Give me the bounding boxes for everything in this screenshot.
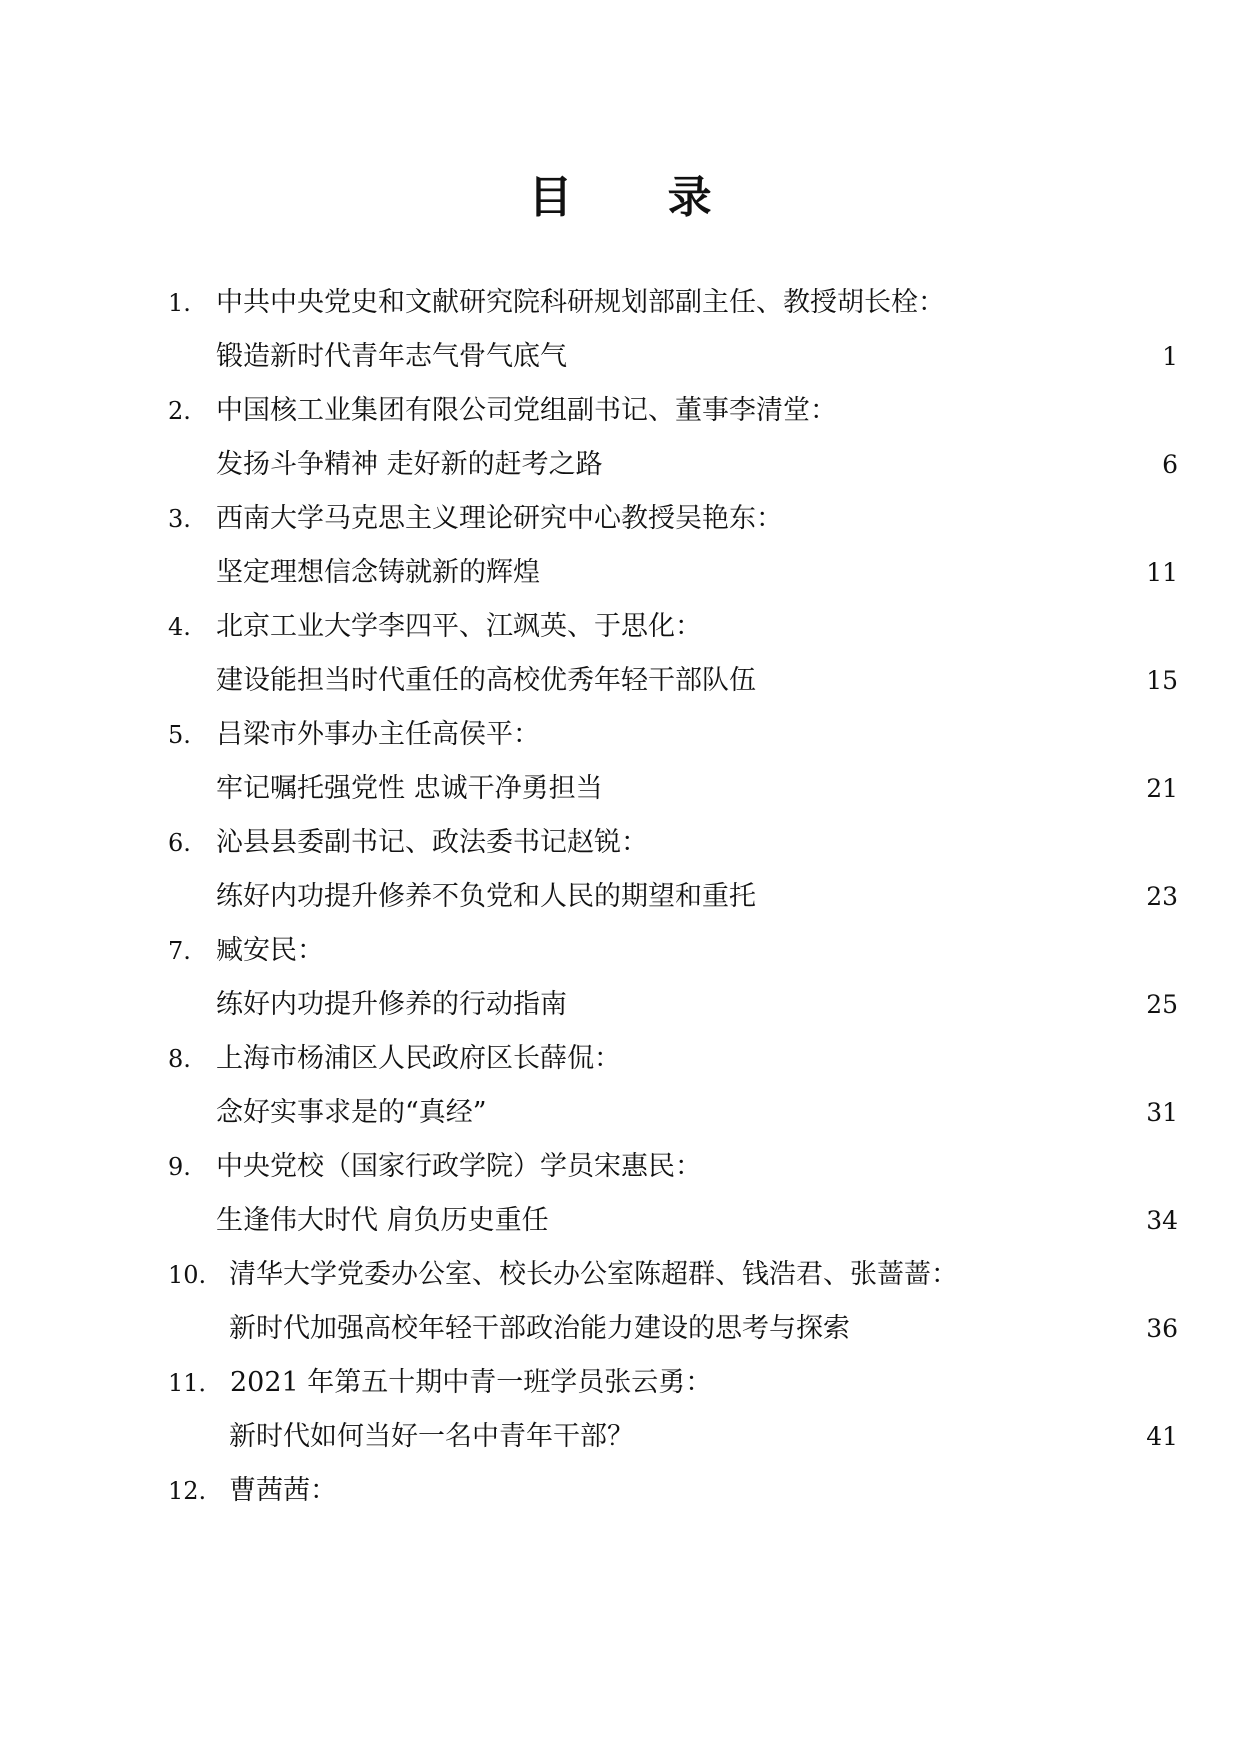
toc-entry-page: 6 xyxy=(1162,450,1178,479)
toc-entry-number: 1. xyxy=(168,289,191,317)
toc-entry-page: 31 xyxy=(1146,1098,1178,1127)
toc-author-line xyxy=(168,1356,1178,1410)
toc-entry-number: 12. xyxy=(168,1477,207,1505)
toc-entry-number: 5. xyxy=(168,721,191,749)
toc-author-line xyxy=(168,600,1178,654)
page-title: 目 录 xyxy=(528,172,752,223)
toc-entry-number: 2. xyxy=(168,397,191,425)
toc-entry-author: 2021 年第五十期中青一班学员张云勇： xyxy=(230,1367,713,1398)
toc-entry-page: 36 xyxy=(1146,1314,1178,1343)
toc-entry-author: 吕梁市外事办主任高侯平： xyxy=(216,719,540,750)
toc-article-line xyxy=(168,1086,1178,1140)
toc-article-line xyxy=(168,978,1178,1032)
toc-entry-number: 9. xyxy=(168,1153,191,1181)
toc-entry-article: 锻造新时代青年志气骨气底气 xyxy=(216,341,567,372)
toc-entry-article: 坚定理想信念铸就新的辉煌 xyxy=(216,557,540,588)
toc-entry-article: 生逢伟大时代 肩负历史重任 xyxy=(216,1205,549,1236)
toc-entry-article: 新时代加强高校年轻干部政治能力建设的思考与探索 xyxy=(229,1313,850,1344)
toc-author-line xyxy=(168,924,1178,978)
toc-article-line xyxy=(168,654,1178,708)
toc-entry-page: 23 xyxy=(1146,882,1178,911)
toc-article-line xyxy=(168,1194,1178,1248)
toc-entry-article: 发扬斗争精神 走好新的赶考之路 xyxy=(216,449,603,480)
toc-entry xyxy=(168,1140,1178,1248)
toc-article-line xyxy=(168,1302,1178,1356)
toc-entry-number: 3. xyxy=(168,505,191,533)
toc-entry-author: 中国核工业集团有限公司党组副书记、董事李清堂： xyxy=(216,395,837,426)
toc-article-line xyxy=(168,546,1178,600)
toc-entry-article: 练好内功提升修养的行动指南 xyxy=(216,989,567,1020)
toc-entry-page: 34 xyxy=(1146,1206,1178,1235)
toc-entry-page: 15 xyxy=(1146,666,1178,695)
toc-entry-number: 6. xyxy=(168,829,191,857)
toc-entry xyxy=(168,924,1178,1032)
table-of-contents xyxy=(168,276,1178,1518)
toc-entry xyxy=(168,1032,1178,1140)
toc-entry-author: 中央党校（国家行政学院）学员宋惠民： xyxy=(216,1151,702,1182)
toc-entry-number: 10. xyxy=(168,1261,207,1289)
toc-entry xyxy=(168,1464,1178,1518)
toc-author-line xyxy=(168,1140,1178,1194)
toc-entry xyxy=(168,816,1178,924)
toc-entry-number: 4. xyxy=(168,613,191,641)
toc-entry xyxy=(168,1248,1178,1356)
toc-author-line xyxy=(168,1248,1178,1302)
toc-entry-page: 11 xyxy=(1146,558,1178,587)
toc-author-line xyxy=(168,708,1178,762)
toc-entry-page: 41 xyxy=(1146,1422,1178,1451)
toc-author-line xyxy=(168,492,1178,546)
toc-author-line xyxy=(168,1464,1178,1518)
toc-author-line xyxy=(168,384,1178,438)
toc-entry-article: 练好内功提升修养不负党和人民的期望和重托 xyxy=(216,881,756,912)
toc-entry-author: 北京工业大学李四平、江飒英、于思化： xyxy=(216,611,702,642)
toc-entry-page: 21 xyxy=(1146,774,1178,803)
toc-entry-number: 11． xyxy=(168,1369,223,1397)
toc-entry-author: 臧安民： xyxy=(216,935,324,966)
toc-author-line xyxy=(168,816,1178,870)
toc-article-line xyxy=(168,438,1178,492)
toc-entry xyxy=(168,384,1178,492)
toc-article-line xyxy=(168,330,1178,384)
toc-entry-number: 8. xyxy=(168,1045,191,1073)
toc-entry-article: 牢记嘱托强党性 忠诚干净勇担当 xyxy=(216,773,603,804)
toc-entry-author: 西南大学马克思主义理论研究中心教授吴艳东： xyxy=(216,503,783,534)
toc-article-line xyxy=(168,870,1178,924)
toc-entry xyxy=(168,708,1178,816)
toc-entry xyxy=(168,276,1178,384)
toc-entry-author: 沁县县委副书记、政法委书记赵锐： xyxy=(216,827,648,858)
toc-article-line xyxy=(168,762,1178,816)
toc-entry-page: 1 xyxy=(1162,342,1178,371)
toc-entry-author: 上海市杨浦区人民政府区长薛侃： xyxy=(216,1043,621,1074)
toc-entry-page: 25 xyxy=(1146,990,1178,1019)
toc-author-line xyxy=(168,1032,1178,1086)
toc-entry-article: 念好实事求是的“真经” xyxy=(216,1097,487,1128)
toc-entry xyxy=(168,492,1178,600)
toc-article-line xyxy=(168,1410,1178,1464)
toc-entry-author: 清华大学党委办公室、校长办公室陈超群、钱浩君、张蔷蔷： xyxy=(229,1259,958,1290)
toc-author-line xyxy=(168,276,1178,330)
toc-entry-article: 新时代如何当好一名中青年干部？ xyxy=(229,1421,634,1452)
toc-entry-author: 曹茜茜： xyxy=(229,1475,337,1506)
toc-entry-article: 建设能担当时代重任的高校优秀年轻干部队伍 xyxy=(216,665,756,696)
toc-entry-number: 7. xyxy=(168,937,191,965)
toc-entry xyxy=(168,1356,1178,1464)
toc-entry xyxy=(168,600,1178,708)
toc-entry-author: 中共中央党史和文献研究院科研规划部副主任、教授胡长栓： xyxy=(216,287,945,318)
